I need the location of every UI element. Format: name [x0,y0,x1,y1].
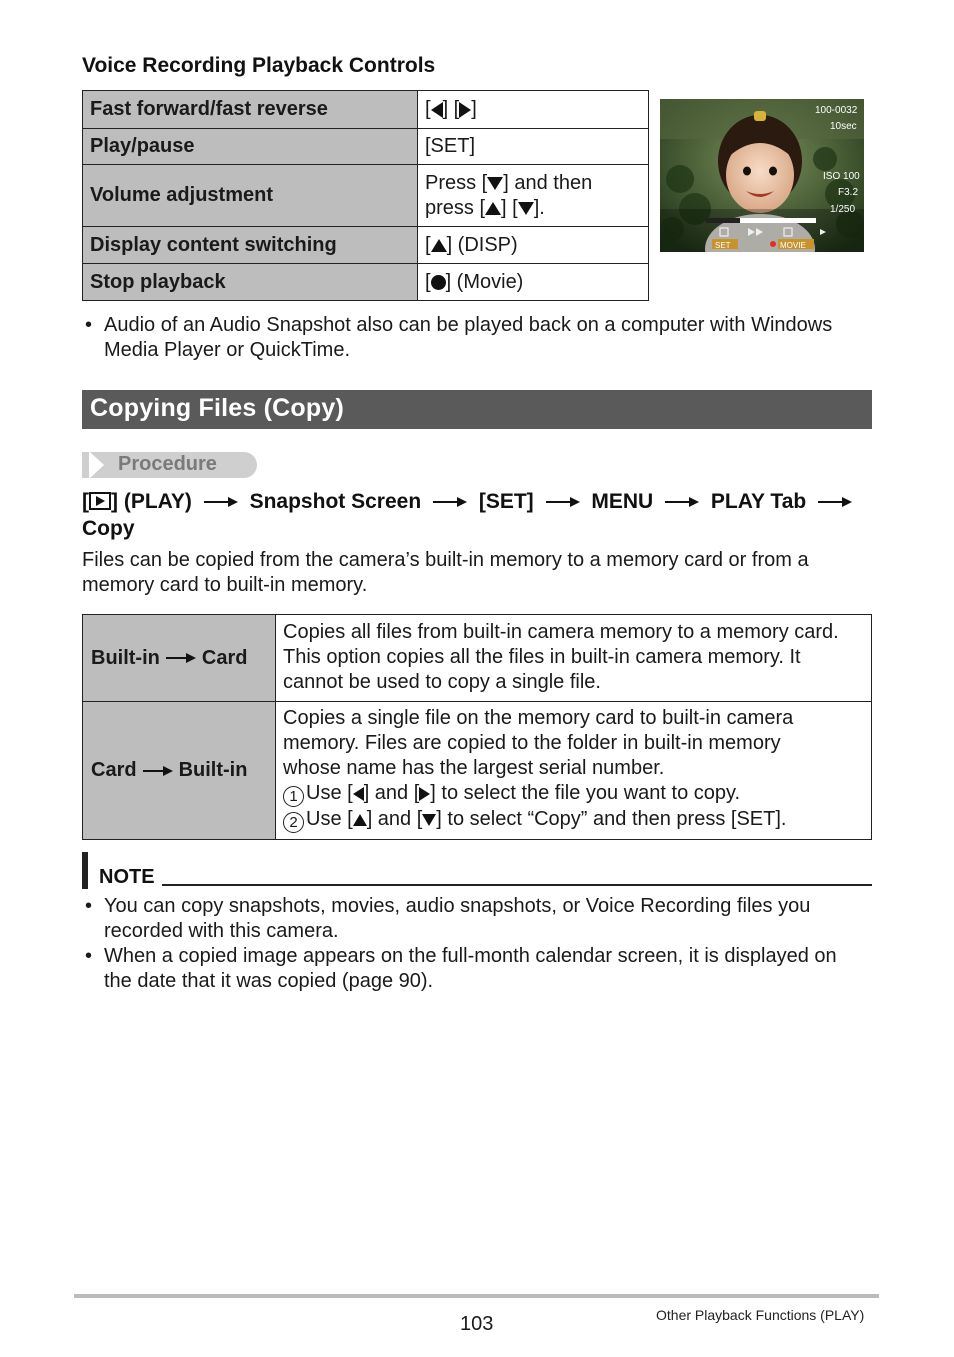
down-arrow-icon [422,814,436,826]
key-cell: [SET] [418,129,649,165]
note-marker [82,852,88,889]
duration-readout: 10sec [830,121,857,132]
note-label: NOTE [99,866,155,888]
bracket: [ [425,98,431,120]
playback-screen-photo [660,99,864,252]
down-arrow-icon [487,177,503,190]
option-cell: Built-in Card [83,615,276,702]
chevron-right-icon [90,452,104,478]
right-arrow-icon [419,787,430,801]
arrow-right-icon [433,497,467,507]
iso-readout: ISO 100 [823,171,860,182]
up-arrow-icon [431,239,447,252]
page-number: 103 [460,1313,494,1335]
description-cell: Copies a single file on the memory card to built-in camera memory. Files are copied to the folder in built-in memory whose name has the largest serial number. 1 Use [ ] and [ ] to select the file you want to copy. 2 Use [ ] and [ ] to select “Copy” and then press [SET]. [276,702,872,840]
arrow-right-icon [166,653,196,663]
step-1: 1 Use [ ] and [ ] to select the file you want to copy. [283,781,864,807]
step-number: 2 [283,812,304,833]
key-cell [418,91,649,129]
step-number: 1 [283,786,304,807]
bracket: ] [471,98,477,120]
table-row [83,129,649,165]
arrow-right-icon [204,497,238,507]
bullet-dot: • [85,945,93,967]
table-row [83,615,872,702]
set-button-label: SET [715,241,731,250]
section-title: Voice Recording Playback Controls [82,54,436,77]
step-2: 2 Use [ ] and [ ] to select “Copy” and then press [SET]. [283,807,864,833]
play-button-icon [89,492,111,510]
action-cell: Volume adjustment [83,165,418,227]
footer-rule [74,1294,879,1298]
option-cell: Card Built-in [83,702,276,840]
section-title-bar [82,390,872,429]
bullet-line: Media Player or QuickTime. [104,339,350,361]
note-divider [162,884,872,886]
playback-controls-table [82,90,649,301]
procedure-tab [82,452,257,478]
bullet-dot: • [85,314,93,336]
action-cell: Play/pause [83,129,418,165]
bullet-dot: • [85,895,93,917]
arrow-right-icon [818,497,852,507]
table-row [83,165,649,227]
movie-button-label: MOVIE [780,241,806,250]
table-row [83,264,649,301]
procedure-path: [ ] (PLAY) Snapshot Screen [SET] MENU PLAY Tab Copy [82,488,872,542]
arrow-right-icon [143,766,173,776]
down-arrow-icon [518,202,534,215]
up-arrow-icon [353,814,367,826]
bracket: ] [ [442,98,460,120]
left-arrow-icon [431,102,443,118]
file-number: 100-0032 [815,105,858,116]
description-cell: Copies all files from built-in camera memory to a memory card. This option copies all the files in built-in camera memory. It cannot be used to copy a single file. [276,615,872,702]
note-bullet: • You can copy snapshots, movies, audio snapshots, or Voice Recording files you recorded with this camera. [85,895,811,942]
key-cell: [ ] (DISP) [418,227,649,264]
table-row [83,702,872,840]
shutter-readout: 1/250 [830,204,856,215]
note-bullet: • When a copied image appears on the full-month calendar screen, it is displayed on the date that it was copied (page 90). [85,945,837,992]
key-cell: [ ] (Movie) [418,264,649,301]
arrow-right-icon [546,497,580,507]
table-row [83,91,649,129]
right-arrow-icon [459,102,471,118]
arrow-right-icon [665,497,699,507]
record-dot-icon [431,275,446,290]
intro-paragraph: Files can be copied from the camera’s built-in memory to a memory card or from a memory card to built-in memory. [82,549,809,596]
action-cell: Display content switching [83,227,418,264]
key-cell: Press [ ] and then press [ ] [ ]. [418,165,649,227]
copy-section-title: Copying Files (Copy) [90,394,344,422]
procedure-label: Procedure [118,453,217,475]
left-arrow-icon [353,787,364,801]
table-row [83,227,649,264]
aperture-readout: F3.2 [838,187,859,198]
bullet-line: Audio of an Audio Snapshot also can be played back on a computer with Windows [104,314,833,336]
action-cell: Stop playback [83,264,418,301]
bullet-audio [82,313,882,363]
action-cell: Fast forward/fast reverse [83,91,418,129]
copy-options-table [82,614,872,840]
up-arrow-icon [485,202,501,215]
footer-section-name: Other Playback Functions (PLAY) [656,1307,865,1323]
